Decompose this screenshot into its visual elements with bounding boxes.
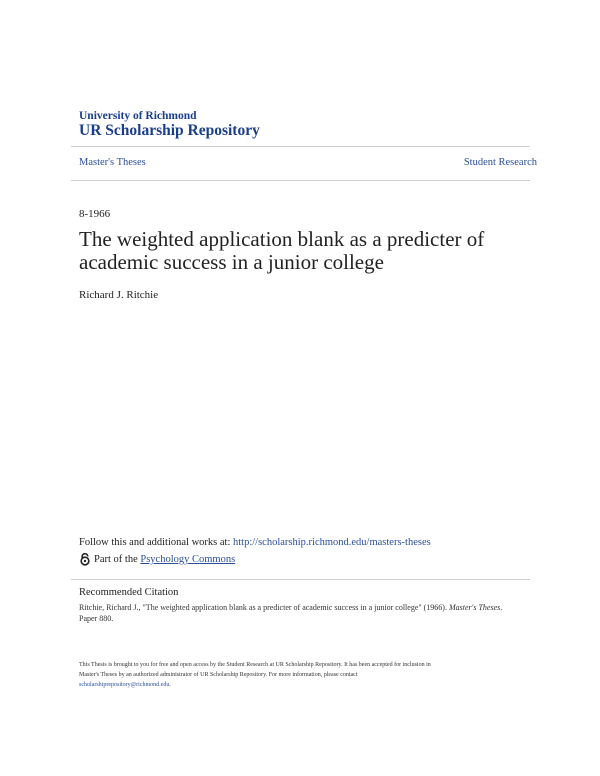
email-suffix: .: [169, 682, 171, 688]
access-notice: [79, 660, 519, 690]
follow-line: [79, 537, 431, 548]
title-line-2: academic success in a junior college: [79, 250, 384, 274]
divider-nav: [71, 180, 530, 181]
citation-text: [79, 602, 519, 624]
notice-line-1: This Thesis is brought to you for free and open access by the Student Research at UR Scholarship Repository. It has been accepted for inclusion in: [79, 662, 431, 668]
psychology-commons-link[interactable]: Psychology Commons: [140, 554, 236, 565]
part-of-line: [79, 553, 235, 566]
follow-label: Follow this and additional works at:: [79, 537, 233, 548]
document-title: [79, 228, 539, 274]
title-line-1: The weighted application blank as a predicter of: [79, 227, 485, 251]
open-access-icon: [79, 553, 91, 566]
divider-top: [71, 146, 530, 147]
institution-name: University of Richmond: [79, 110, 197, 122]
author-name: Richard J. Ritchie: [79, 289, 159, 301]
masters-theses-url-link[interactable]: http://scholarship.richmond.edu/masters-theses: [233, 537, 431, 548]
publication-date: 8-1966: [79, 208, 111, 220]
part-of-label: Part of the: [94, 554, 138, 565]
recommended-citation-heading: Recommended Citation: [79, 587, 179, 598]
citation-end: . Paper 880.: [79, 603, 503, 623]
student-research-link[interactable]: Student Research: [463, 157, 537, 168]
notice-line-2: Master's Theses by an authorized administrator of UR Scholarship Repository. For more information, please contact: [79, 672, 358, 678]
citation-main: Ritchie, Richard J., "The weighted application blank as a predicter of academic success in a junior college" (1966).: [79, 603, 449, 612]
contact-email-link[interactable]: scholarshiprepository@richmond.edu: [79, 682, 170, 688]
citation-series: Master's Theses: [448, 603, 501, 612]
repository-title[interactable]: UR Scholarship Repository: [79, 122, 260, 139]
masters-theses-link[interactable]: Master's Theses: [79, 157, 146, 168]
divider-citation: [71, 579, 530, 580]
